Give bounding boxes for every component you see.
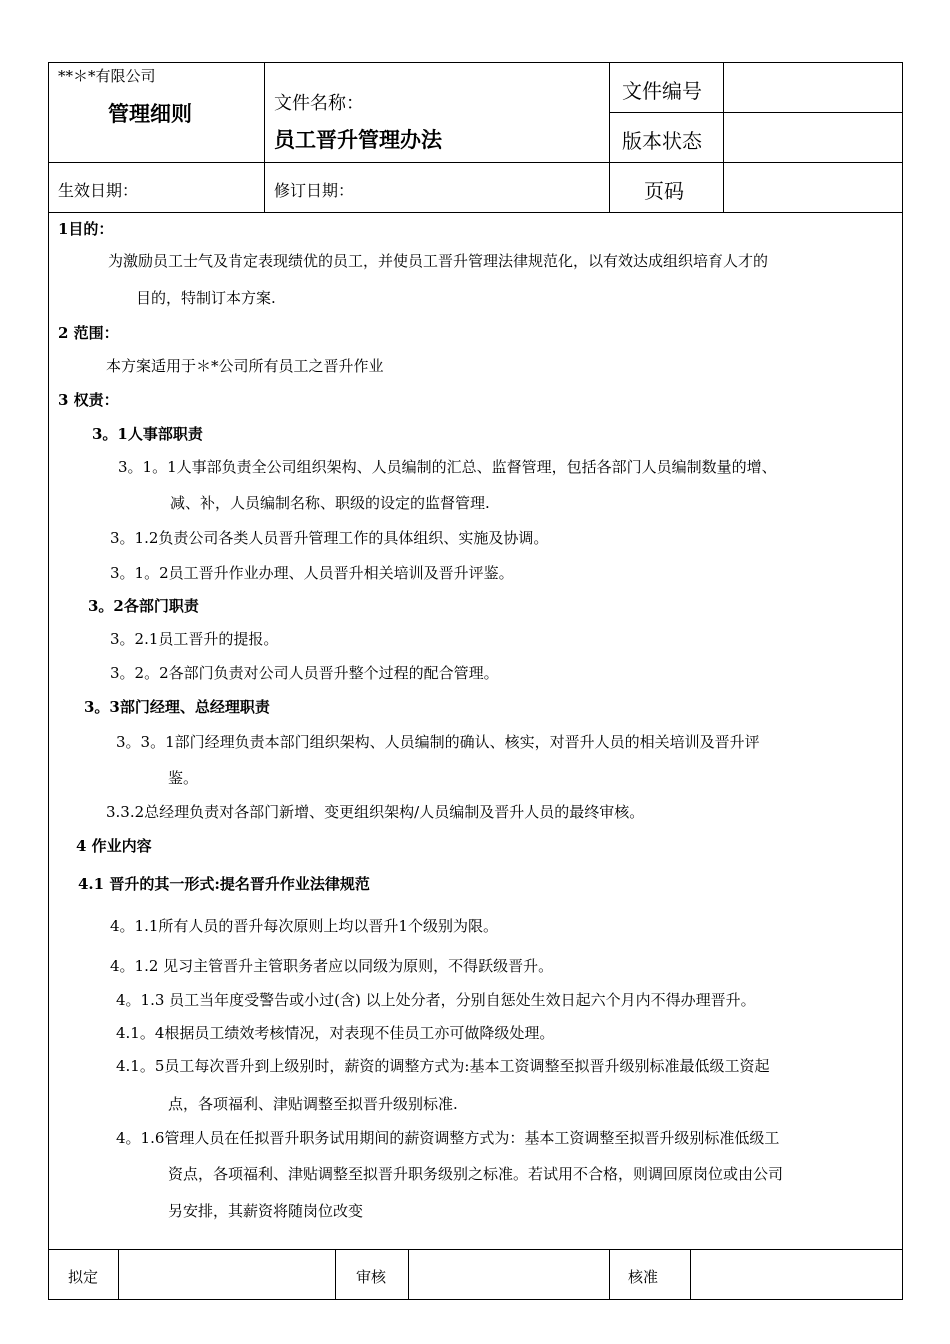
body-text-line: 另安排，其薪资将随岗位改变 [168, 1202, 364, 1220]
effective-date-label: 生效日期： [58, 181, 139, 200]
rule [48, 162, 903, 163]
draft-label: 拟定 [68, 1268, 99, 1286]
body-text-line: 4。1.3 员工当年度受警告或小过(含) 以上处分者，分别自惩处生效日起六个月内不得办理晋升。 [116, 991, 756, 1009]
subsection-heading: 4.1 晋升的其一形式:提名晋升作业法律规范 [78, 875, 370, 893]
subsection-heading: 3。3部门经理、总经理职责 [84, 698, 270, 716]
rule [408, 1249, 409, 1300]
approve-label: 核准 [628, 1268, 659, 1286]
version-status-label: 版本状态 [622, 129, 702, 153]
section-heading: 4 作业内容 [76, 837, 152, 855]
file-number-label: 文件编号 [622, 79, 702, 103]
company-name: **＊*有限公司 [58, 67, 156, 85]
rule [723, 62, 724, 212]
section-heading: 3 权责： [58, 391, 119, 409]
rule [690, 1249, 691, 1300]
document-type: 管理细则 [108, 101, 192, 126]
body-text-line: 4.1。4根据员工绩效考核情况，对表现不佳员工亦可做降级处理。 [116, 1024, 555, 1042]
body-text-line: 资点，各项福利、津贴调整至拟晋升职务级别之标准。若试用不合格，则调回原岗位或由公司 [168, 1165, 784, 1183]
body-text-line: 3.3.2总经理负责对各部门新增、变更组织架构/人员编制及晋升人员的最终审核。 [106, 803, 645, 821]
file-name-label: 文件名称： [274, 93, 364, 114]
body-text-line: 3。1.2负责公司各类人员晋升管理工作的具体组织、实施及协调。 [110, 529, 549, 547]
section-heading: 2 范围： [58, 324, 119, 342]
body-text-line: 3。1。1人事部负责全公司组织架构、人员编制的汇总、监督管理，包括各部门人员编制数量的增、 [118, 458, 777, 476]
section-heading: 1目的： [58, 220, 114, 238]
body-text-line: 3。3。1部门经理负责本部门组织架构、人员编制的确认、核实，对晋升人员的相关培训及晋升评 [116, 733, 760, 751]
rule [609, 112, 903, 113]
body-text-line: 为激励员工士气及肯定表现绩优的员工，并使员工晋升管理法律规范化，以有效达成组织培育人才的 [108, 252, 769, 270]
subsection-heading: 3。2各部门职责 [88, 597, 199, 615]
body-text-line: 点，各项福利、津贴调整至拟晋升级别标准. [168, 1095, 458, 1113]
review-label: 审核 [356, 1268, 387, 1286]
body-text-line: 4。1.6管理人员在任拟晋升职务试用期间的薪资调整方式为：基本工资调整至拟晋升级别标准低级工 [116, 1129, 780, 1147]
rule [609, 62, 610, 212]
rule [118, 1249, 119, 1300]
rule [48, 1249, 903, 1250]
file-name: 员工晋升管理办法 [274, 127, 442, 152]
rule [335, 1249, 336, 1300]
body-text-line: 减、补，人员编制名称、职级的设定的监督管理. [170, 494, 490, 512]
body-text-line: 3。2.1员工晋升的提报。 [110, 630, 279, 648]
revision-date-label: 修订日期： [274, 181, 355, 200]
rule [264, 62, 265, 212]
subsection-heading: 3。1人事部职责 [92, 425, 203, 443]
body-text-line: 4。1.2 见习主管晋升主管职务者应以同级为原则，不得跃级晋升。 [110, 957, 554, 975]
rule [48, 212, 903, 213]
body-text-line: 鉴。 [168, 769, 199, 787]
body-text-line: 3。1。2员工晋升作业办理、人员晋升相关培训及晋升评鉴。 [110, 564, 514, 582]
page-number-label: 页码 [644, 179, 684, 203]
body-text-line: 本方案适用于＊*公司所有员工之晋升作业 [106, 357, 384, 375]
body-text-line: 目的，特制订本方案. [136, 289, 276, 307]
rule [609, 1249, 610, 1300]
body-text-line: 4。1.1所有人员的晋升每次原则上均以晋升1个级别为限。 [110, 917, 498, 935]
body-text-line: 4.1。5员工每次晋升到上级别时，薪资的调整方式为:基本工资调整至拟晋升级别标准最低级工资起 [116, 1057, 770, 1075]
body-text-line: 3。2。2各部门负责对公司人员晋升整个过程的配合管理。 [110, 664, 499, 682]
